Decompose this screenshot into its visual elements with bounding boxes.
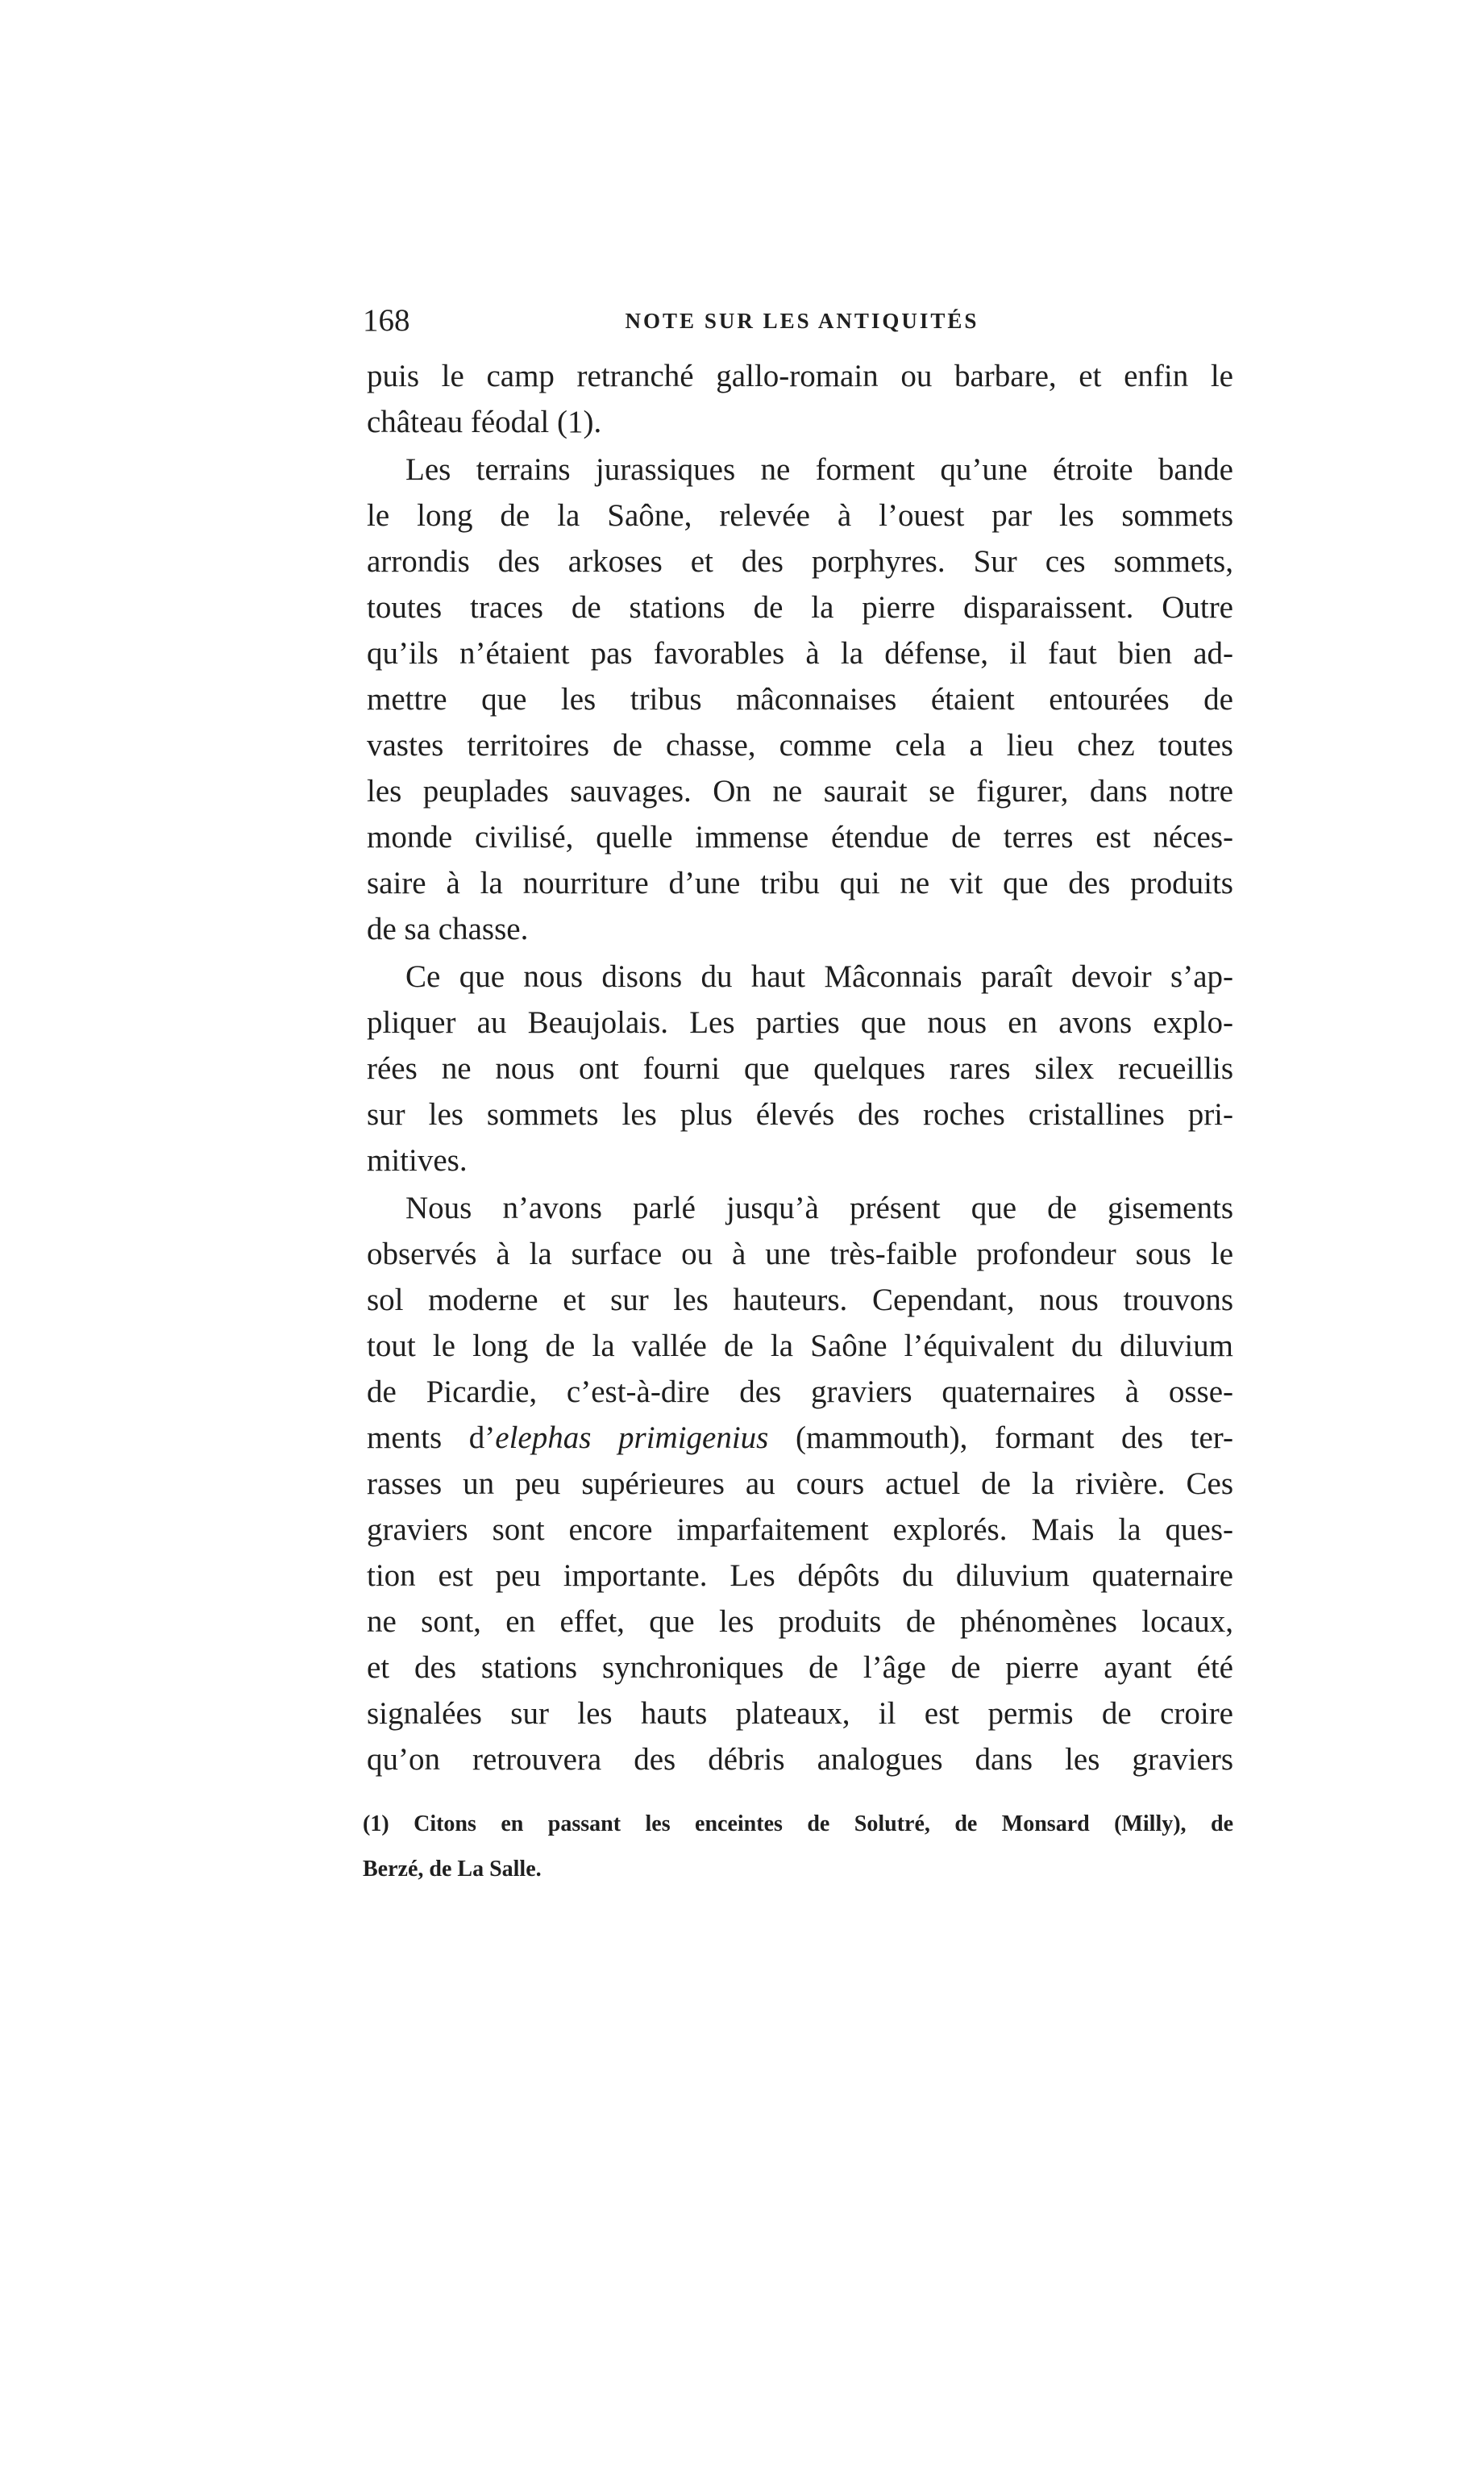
text-line: tout le long de la vallée de la Saône l’équivalent du diluvium — [367, 1329, 1233, 1363]
body-text — [367, 353, 1233, 1777]
text-line: sur les sommets les plus élevés des roches cristallines pri- — [367, 1097, 1233, 1132]
text-line: rasses un peu supérieures au cours actuel de la rivière. Ces — [367, 1466, 1233, 1501]
text-line: toutes traces de stations de la pierre disparaissent. Outre — [367, 590, 1233, 625]
text-line: château féodal (1). — [367, 405, 602, 439]
text-line: pliquer au Beaujolais. Les parties que nous en avons explo- — [367, 1005, 1233, 1040]
text-line: et des stations synchroniques de l’âge de pierre ayant été — [367, 1650, 1233, 1685]
text-fragment: (mammouth), formant des ter- — [768, 1420, 1233, 1455]
text-line: tion est peu importante. Les dépôts du diluvium quaternaire — [367, 1558, 1233, 1593]
text-line: qu’on retrouvera des débris analogues dans les graviers — [367, 1742, 1233, 1777]
text-line: ne sont, en effet, que les produits de phénomènes locaux, — [367, 1604, 1233, 1639]
text-line: les peuplades sauvages. On ne saurait se figurer, dans notre — [367, 774, 1233, 809]
text-line: le long de la Saône, relevée à l’ouest par les sommets — [367, 498, 1233, 533]
page-number: 168 — [363, 303, 410, 338]
footnote-line: (1) Citons en passant les enceintes de Solutré, de Monsard (Milly), de — [363, 1811, 1233, 1836]
text-line: mitives. — [367, 1143, 468, 1178]
text-line: Ce que nous disons du haut Mâconnais paraît devoir s’ap- — [405, 959, 1233, 994]
text-line: Les terrains jurassiques ne forment qu’une étroite bande — [405, 452, 1233, 487]
text-fragment: ments d’ — [367, 1420, 496, 1455]
text-line: puis le camp retranché gallo-romain ou barbare, et enfin le — [367, 359, 1233, 393]
text-line: mettre que les tribus mâconnaises étaient entourées de — [367, 682, 1233, 717]
italic-species-name: elephas primigenius — [495, 1420, 769, 1455]
text-line: Nous n’avons parlé jusqu’à présent que de gisements — [405, 1191, 1233, 1225]
text-line: monde civilisé, quelle immense étendue de terres est néces- — [367, 820, 1233, 855]
running-title: NOTE SUR LES ANTIQUITÉS — [625, 309, 979, 333]
footnote-line: Berzé, de La Salle. — [363, 1857, 542, 1882]
text-line: arrondis des arkoses et des porphyres. Sur ces sommets, — [367, 544, 1233, 579]
text-line: qu’ils n’étaient pas favorables à la défense, il faut bien ad- — [367, 636, 1233, 671]
text-line: graviers sont encore imparfaitement explorés. Mais la ques- — [367, 1512, 1233, 1547]
text-line: vastes territoires de chasse, comme cela a lieu chez toutes — [367, 728, 1233, 763]
text-line: sol moderne et sur les hauteurs. Cependant, nous trouvons — [367, 1283, 1233, 1317]
text-line: rées ne nous ont fourni que quelques rares silex recueillis — [367, 1051, 1233, 1086]
text-line: signalées sur les hauts plateaux, il est permis de croire — [367, 1696, 1233, 1731]
text-line: de sa chasse. — [367, 912, 529, 946]
running-head — [363, 297, 1241, 345]
text-line: saire à la nourriture d’une tribu qui ne vit que des produits — [367, 866, 1233, 900]
text-line: de Picardie, c’est-à-dire des graviers quaternaires à osse- — [367, 1374, 1233, 1409]
text-line-with-italic — [367, 1415, 1233, 1461]
text-line: observés à la surface ou à une très-faible profondeur sous le — [367, 1237, 1233, 1271]
footnote — [363, 1802, 1233, 1892]
